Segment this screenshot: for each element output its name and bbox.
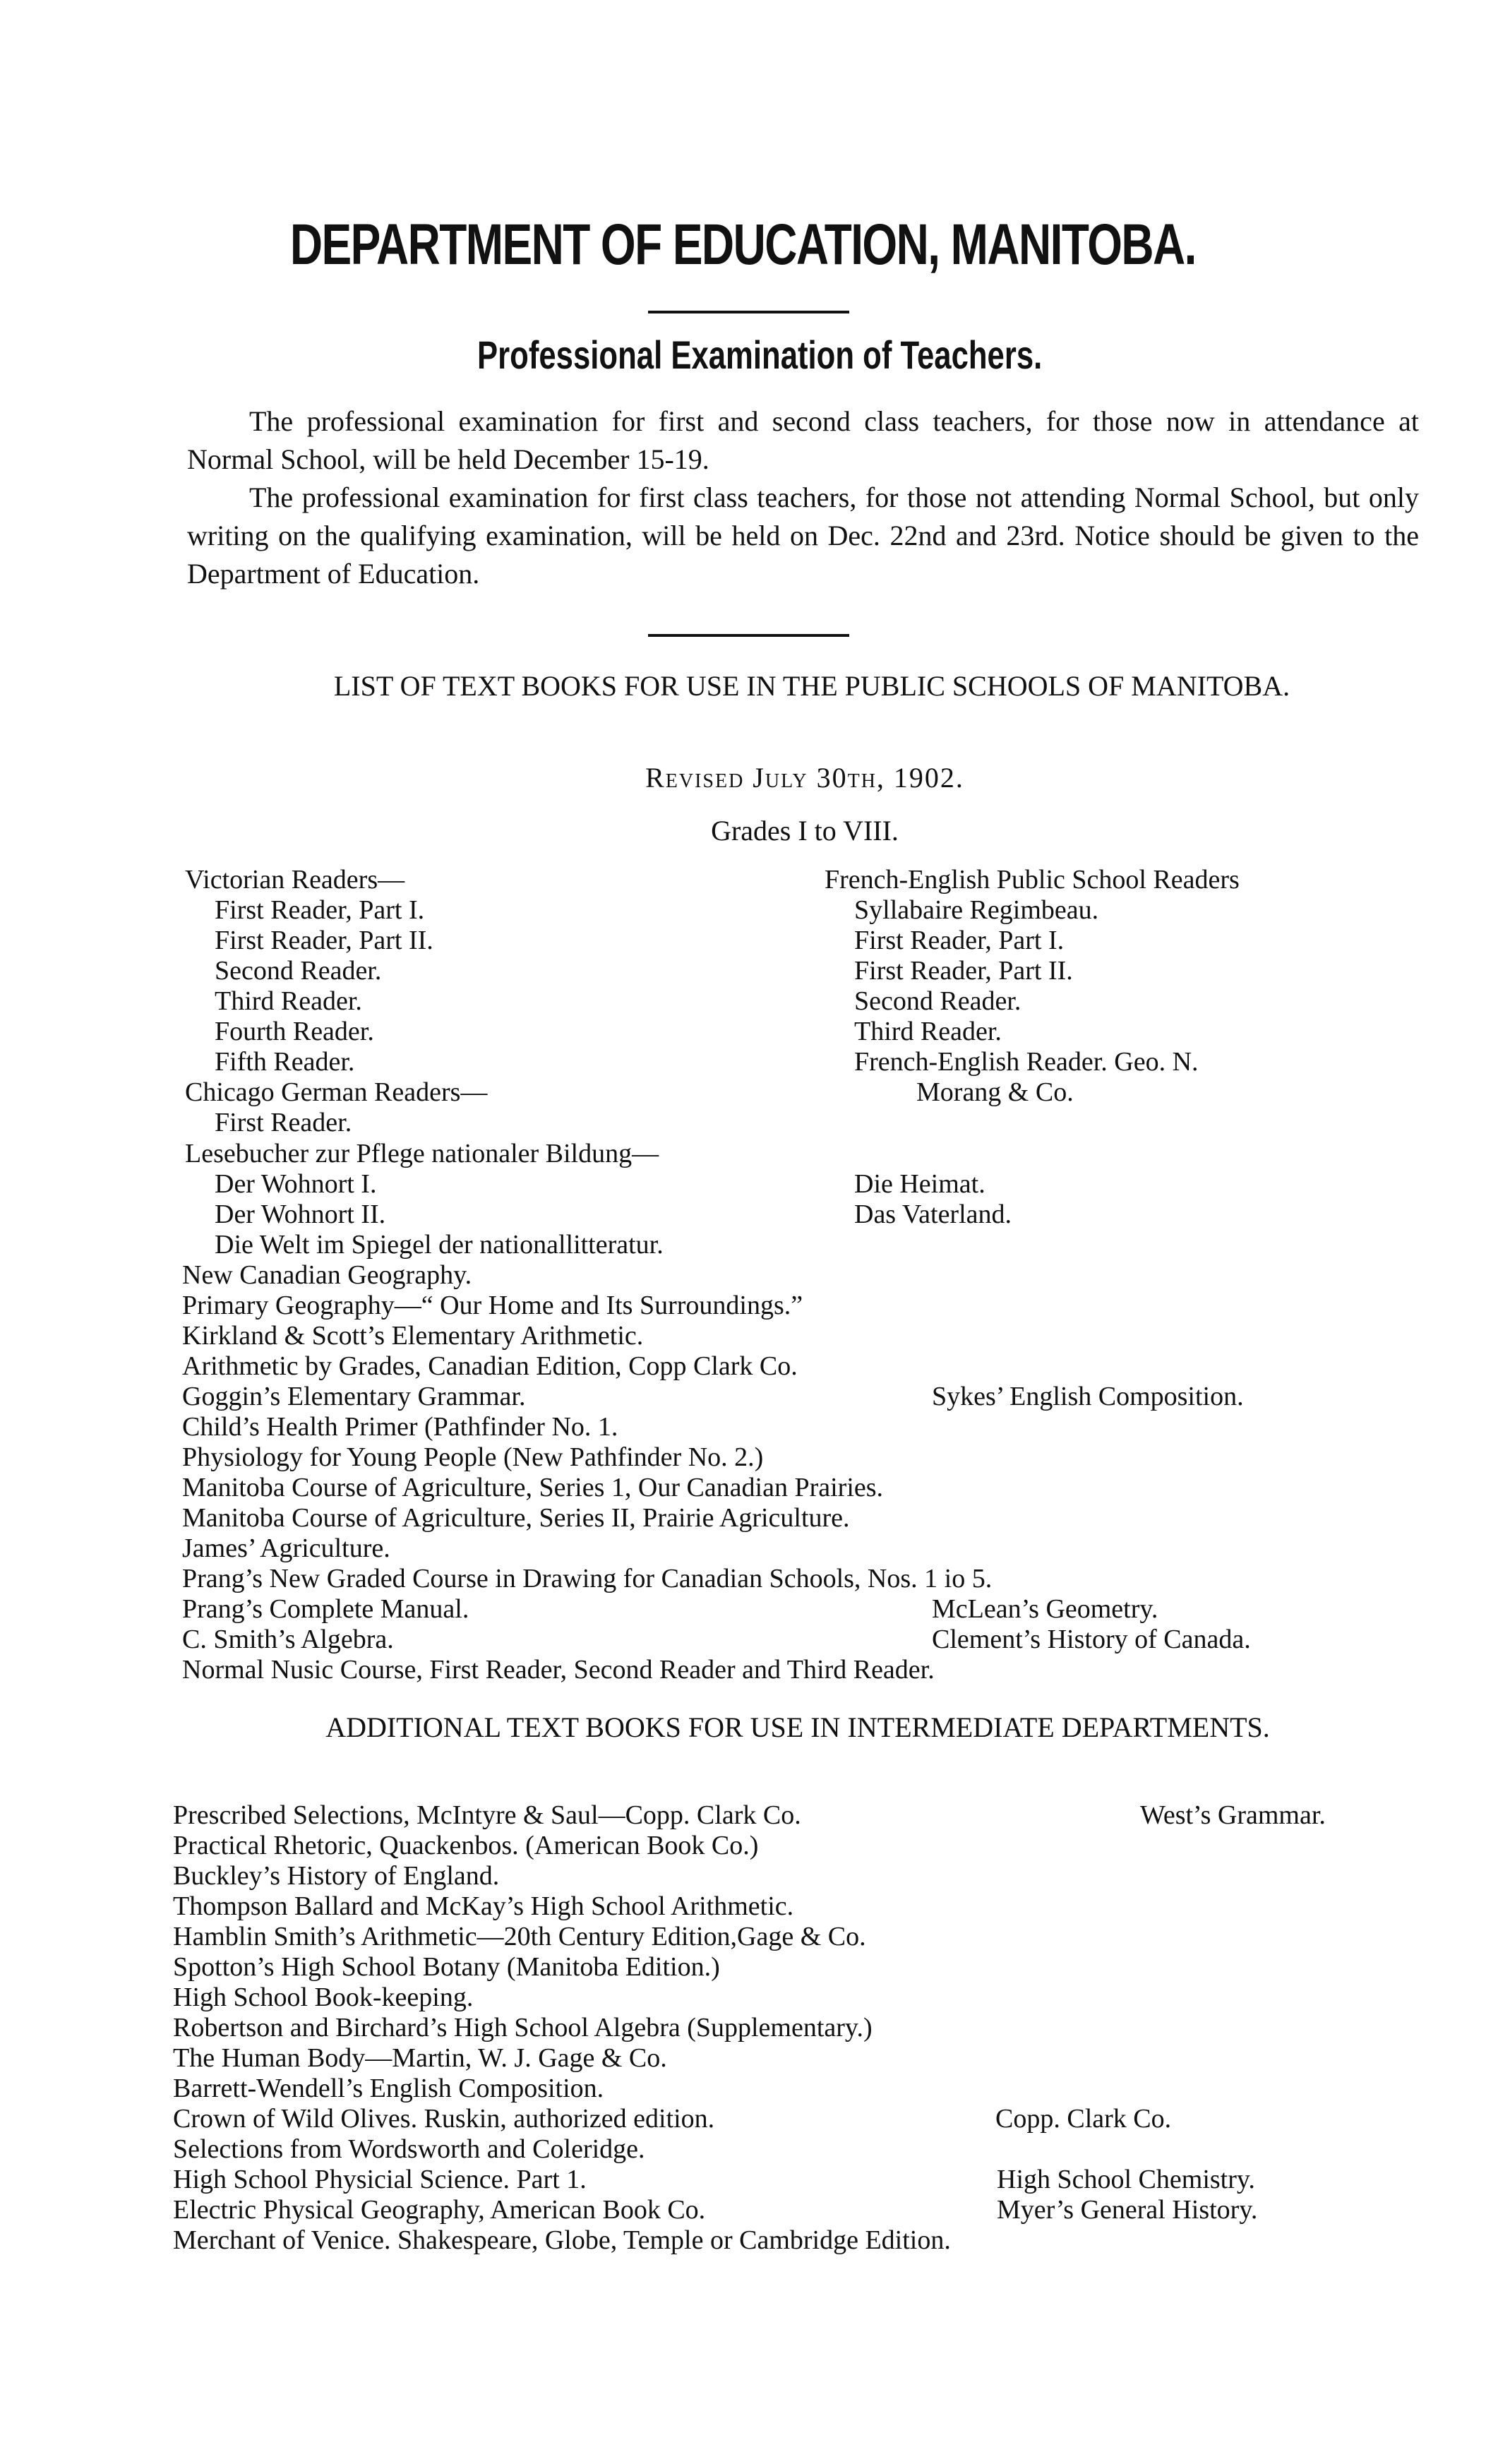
book-entry: New Canadian Geography.: [182, 1260, 472, 1290]
right-column-item: French-English Reader. Geo. N.: [854, 1047, 1199, 1077]
additional-book-entry-right: High School Chemistry.: [997, 2165, 1255, 2194]
additional-book-entry: Hamblin Smith’s Arithmetic—20th Century Edition,Gage & Co.: [173, 1922, 866, 1951]
right-column-item: First Reader, Part I.: [854, 926, 1065, 955]
book-entry: C. Smith’s Algebra.: [182, 1625, 394, 1654]
paragraph-first-class: The professional examination for first class teachers, for those not attending Normal School, but only writing on the qualifying examination, will be held on Dec. 22nd and 23rd. Notice should be given to the Department of Education.: [187, 482, 1419, 590]
additional-book-entry: Prescribed Selections, McIntyre & Saul—Copp. Clark Co.: [173, 1800, 801, 1830]
book-entry: Arithmetic by Grades, Canadian Edition, Copp Clark Co.: [182, 1351, 798, 1381]
additional-book-entry: Thompson Ballard and McKay’s High School Arithmetic.: [173, 1891, 794, 1921]
left-column-item: First Reader.: [215, 1108, 352, 1137]
page-subtitle: Professional Examination of Teachers.: [477, 333, 1043, 377]
book-entry: Prang’s New Graded Course in Drawing for Canadian Schools, Nos. 1 io 5.: [182, 1564, 993, 1593]
additional-book-entry-right: Myer’s General History.: [997, 2195, 1258, 2225]
additional-book-entry: Selections from Wordsworth and Coleridge.: [173, 2134, 645, 2164]
left-column-item: First Reader, Part I.: [215, 895, 425, 925]
left-column-item: Chicago German Readers—: [185, 1077, 488, 1107]
book-entry: Manitoba Course of Agriculture, Series 1, Our Canadian Prairies.: [182, 1473, 884, 1502]
right-column-item: Syllabaire Regimbeau.: [854, 895, 1099, 925]
additional-book-entry: Crown of Wild Olives. Ruskin, authorized edition.: [173, 2104, 715, 2134]
book-entry: Goggin’s Elementary Grammar.: [182, 1382, 526, 1411]
lesebucher-right-2: Das Vaterland.: [854, 1200, 1012, 1229]
book-entry-right: McLean’s Geometry.: [932, 1594, 1158, 1624]
additional-book-entry: Merchant of Venice. Shakespeare, Globe, Temple or Cambridge Edition.: [173, 2225, 951, 2255]
book-entry: Kirkland & Scott’s Elementary Arithmetic.: [182, 1321, 644, 1351]
page-title: DEPARTMENT OF EDUCATION, MANITOBA.: [289, 213, 1196, 277]
lesebucher-last: Die Welt im Spiegel der nationallitteratur.: [215, 1230, 664, 1260]
additional-book-entry-right: Copp. Clark Co.: [995, 2104, 1172, 2134]
additional-book-entry: Spotton’s High School Botany (Manitoba Edition.): [173, 1952, 720, 1982]
section-rule: [648, 634, 849, 637]
additional-heading: ADDITIONAL TEXT BOOKS FOR USE IN INTERMEDIATE DEPARTMENTS.: [325, 1711, 1270, 1743]
book-entry-right: Sykes’ English Composition.: [932, 1382, 1244, 1411]
right-column-item: Second Reader.: [854, 986, 1021, 1016]
book-entry: James’ Agriculture.: [182, 1533, 390, 1563]
book-entry: Physiology for Young People (New Pathfinder No. 2.): [182, 1442, 764, 1472]
additional-book-entry: The Human Body—Martin, W. J. Gage & Co.: [173, 2043, 667, 2073]
paragraph-first-second-class: The professional examination for first and second class teachers, for those now in attendance at Normal School, will be held December 15-19.: [187, 405, 1419, 475]
right-column-item: Morang & Co.: [916, 1077, 1074, 1107]
book-entry: Primary Geography—“ Our Home and Its Surroundings.”: [182, 1291, 803, 1320]
additional-book-entry: Robertson and Birchard’s High School Algebra (Supplementary.): [173, 2013, 873, 2043]
book-entry: Manitoba Course of Agriculture, Series II, Prairie Agriculture.: [182, 1503, 850, 1533]
grades-label: Grades I to VIII.: [711, 815, 899, 847]
left-column-item: First Reader, Part II.: [215, 926, 433, 955]
lesebucher-left-1: Der Wohnort I.: [215, 1169, 377, 1199]
additional-book-entry: Buckley’s History of England.: [173, 1861, 500, 1891]
lesebucher-left-2: Der Wohnort II.: [215, 1200, 386, 1229]
book-entry-right: Clement’s History of Canada.: [932, 1625, 1251, 1654]
left-column-item: Fifth Reader.: [215, 1047, 355, 1077]
left-column-item: Second Reader.: [215, 956, 382, 986]
left-column-item: Third Reader.: [215, 986, 362, 1016]
title-rule: [648, 311, 849, 313]
additional-book-entry: High School Book-keeping.: [173, 1982, 474, 2012]
lesebucher-right-1: Die Heimat.: [854, 1169, 985, 1199]
book-entry: Child’s Health Primer (Pathfinder No. 1.: [182, 1412, 618, 1442]
additional-book-entry-right: West’s Grammar.: [1140, 1800, 1326, 1830]
additional-book-entry: Barrett-Wendell’s English Composition.: [173, 2074, 604, 2103]
left-column-item: Fourth Reader.: [215, 1017, 374, 1046]
right-column-item: First Reader, Part II.: [854, 956, 1073, 986]
additional-book-entry: High School Physicial Science. Part 1.: [173, 2165, 587, 2194]
revised-date: Revised July 30th, 1902.: [645, 762, 964, 794]
book-entry: Prang’s Complete Manual.: [182, 1594, 469, 1624]
right-column-item: French-English Public School Readers: [825, 865, 1240, 895]
lesebucher-heading: Lesebucher zur Pflege nationaler Bildung—: [185, 1139, 659, 1168]
list-heading: LIST OF TEXT BOOKS FOR USE IN THE PUBLIC SCHOOLS OF MANITOBA.: [333, 670, 1290, 702]
additional-book-entry: Electric Physical Geography, American Book Co.: [173, 2195, 706, 2225]
right-column-item: Third Reader.: [854, 1017, 1002, 1046]
additional-book-entry: Practical Rhetoric, Quackenbos. (American Book Co.): [173, 1831, 759, 1860]
left-column-item: Victorian Readers—: [185, 865, 405, 895]
book-entry: Normal Nusic Course, First Reader, Second Reader and Third Reader.: [182, 1655, 935, 1685]
